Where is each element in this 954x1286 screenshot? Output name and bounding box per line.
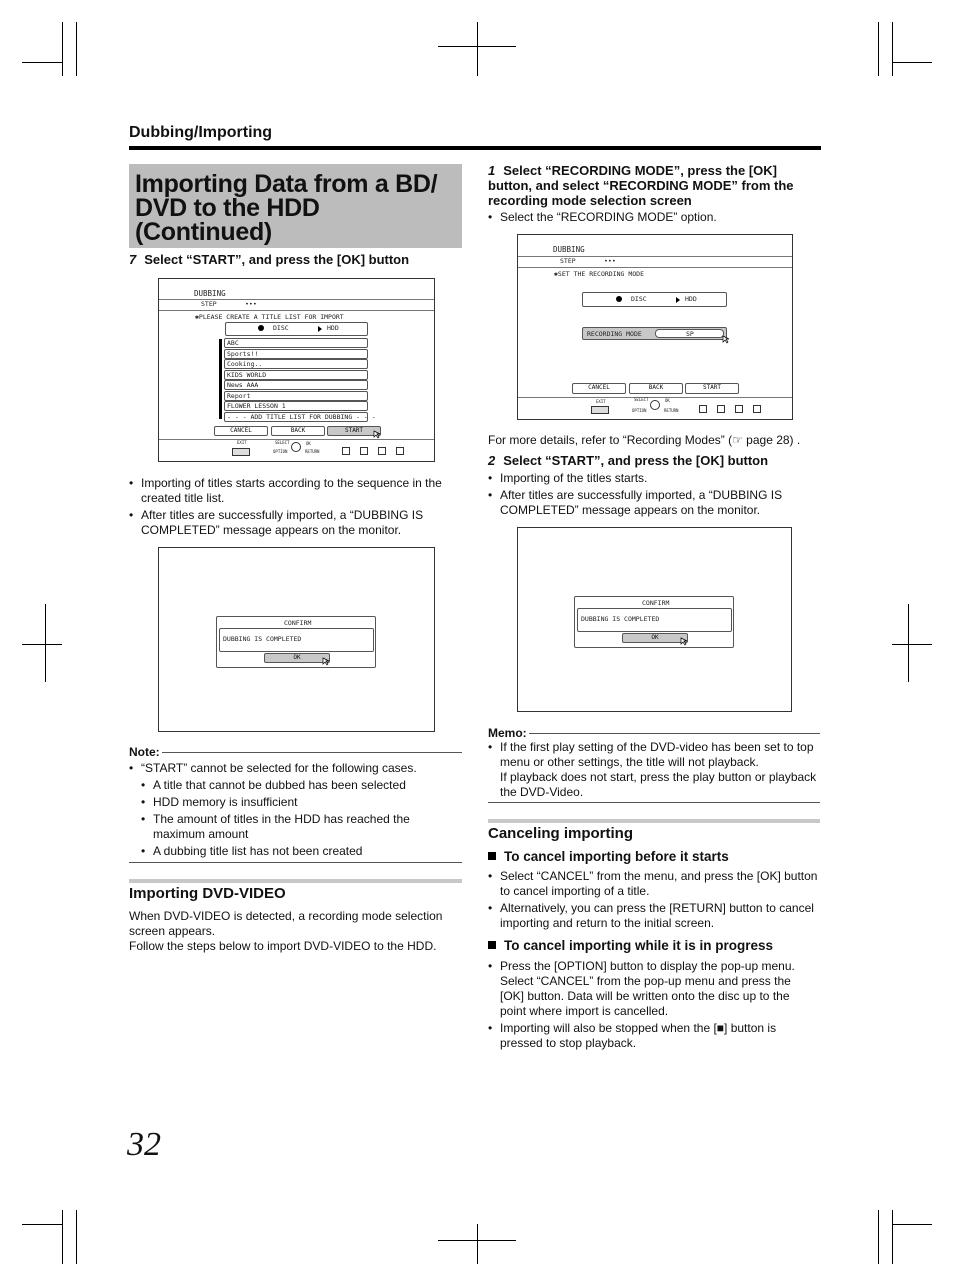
instruction-text: ✱SET THE RECORDING MODE [554,270,645,278]
cancel-button[interactable]: CANCEL [572,383,626,394]
confirm-dialog [574,596,734,648]
dpad-icon [650,400,660,410]
memo-bottom-rule [488,802,820,803]
screen-title: DUBBING [553,245,585,254]
note-bottom-rule [129,862,462,863]
footer-option: OPTION [273,449,288,454]
disc-hdd-indicator [582,292,727,307]
square-bullet-icon [488,852,496,860]
color-key-icon [342,447,350,455]
arrow-right-icon [318,326,322,332]
cancel-before-bullets [488,869,820,933]
exit-key-icon [591,406,609,414]
cursor-icon [680,637,688,646]
color-key-icon [378,447,386,455]
message-text: DUBBING IS COMPLETED [223,635,302,643]
dubbing-complete-screen [517,527,792,712]
note-item: • HDD memory is insufficient [141,795,462,810]
footer-ok: OK [306,441,311,446]
step-number: 7 [129,252,137,267]
color-key-icon [396,447,404,455]
title-row[interactable] [224,349,368,359]
confirm-title: CONFIRM [284,619,312,627]
step-text: Select “START”, and press the [OK] button [144,252,410,267]
dvd-video-para [129,909,459,954]
dvd-video-text-1: When DVD-VIDEO is detected, a recording mode selection screen appears. [129,909,443,938]
start-button[interactable]: START [685,383,739,394]
memo-block [488,726,820,802]
footer-exit: EXIT [596,399,606,404]
disc-icon [258,325,264,331]
ok-button[interactable]: OK [264,653,330,663]
memo-item [488,740,820,800]
hdd-label: HDD [685,295,697,303]
step-label: STEP [201,300,217,308]
note-item: • The amount of titles in the HDD has reached the maximum amount [141,812,462,842]
step2-bullets [488,471,818,520]
memo-label: Memo: [488,726,527,740]
title-row-label: Cooking.. [227,360,263,368]
section-bar [488,819,820,823]
cancel-during-bullets [488,959,808,1053]
footer-option: OPTION [632,408,647,413]
title-row[interactable] [224,401,368,411]
list-item: • Select the “RECORDING MODE” option. [488,210,818,225]
footer-return: RETURN [305,449,320,454]
screen-title: DUBBING [194,289,226,298]
note-block [129,745,462,861]
page-title [129,164,462,248]
list-item: • After titles are successfully imported, a “DUBBING IS COMPLETED” message appears on the monitor. [129,508,459,538]
confirm-dialog [216,616,376,668]
step-dots: ••• [604,257,616,265]
section-bar [129,879,462,883]
section-title: Dubbing/Importing [129,124,273,141]
dubbing-complete-screen [158,547,435,732]
title-row[interactable] [224,391,368,401]
cursor-icon [722,335,730,344]
sub-heading-text: To cancel importing while it is in progress [504,938,774,953]
title-row[interactable] [224,380,368,390]
title-row[interactable] [224,338,368,348]
dvd-video-text-2: Follow the steps below to import DVD-VIDEO to the HDD. [129,939,437,953]
color-key-icon [753,405,761,413]
cancel-before-heading [488,849,729,864]
cancel-during-heading [488,938,773,953]
disc-hdd-indicator [225,322,368,336]
canceling-heading: Canceling importing [488,825,634,842]
title-row-label: Report [227,392,251,400]
dubbing-screen-title-list [158,278,435,462]
disc-label: DISC [273,324,289,332]
note-item: • A title that cannot be dubbed has been selected [141,778,462,793]
exit-key-icon [232,448,250,456]
title-row-label: KIDS WORLD [227,371,267,379]
color-key-icon [360,447,368,455]
page-title-line-1: Importing Data from a BD/ [135,170,438,198]
title-row-label: FLOWER LESSON 1 [227,402,286,410]
step1-bullets [488,210,818,227]
list-item: • Importing of the titles starts. [488,471,818,486]
step7-bullets [129,476,459,540]
list-item: • After titles are successfully imported, a “DUBBING IS COMPLETED” message appears on the monitor. [488,488,818,518]
dpad-icon [291,442,301,452]
dvd-video-heading: Importing DVD-VIDEO [129,885,286,902]
ok-button[interactable]: OK [622,633,688,643]
disc-label: DISC [631,295,647,303]
color-key-icon [699,405,707,413]
footer-exit: EXIT [237,440,247,445]
message-box [577,608,732,632]
confirm-title: CONFIRM [642,599,670,607]
step-number: 2 [488,453,496,468]
recording-mode-value-field[interactable] [655,329,724,338]
cursor-icon [322,657,330,666]
title-row[interactable] [224,370,368,380]
header-rule [129,146,821,150]
hdd-label: HDD [327,324,339,332]
footer-select: SELECT [275,440,290,445]
color-key-icon [735,405,743,413]
list-item: • Select “CANCEL” from the menu, and press the [OK] button to cancel importing of a title. [488,869,820,899]
footer-ok: OK [665,398,670,403]
memo-text-2: If playback does not start, press the play button or playback the DVD-Video. [500,770,817,799]
cancel-button[interactable]: CANCEL [214,426,268,436]
step-label: STEP [560,257,576,265]
cursor-icon [373,430,381,439]
add-title-row[interactable] [224,412,376,422]
step-text: Select “START”, and press the [OK] button [503,453,769,468]
title-row[interactable] [224,359,368,369]
instruction-text: ✱PLEASE CREATE A TITLE LIST FOR IMPORT [195,313,344,321]
title-row-label: ABC [227,339,239,347]
list-item: • Importing of titles starts according to the sequence in the created title list. [129,476,459,506]
note-item: • A dubbing title list has not been created [141,844,462,859]
list-scrollbar[interactable] [219,339,222,419]
note-main: • “START” cannot be selected for the following cases. [129,761,462,776]
details-reference: For more details, refer to “Recording Modes” (☞ page 28) . [488,433,801,447]
recording-mode-label: RECORDING MODE [587,330,642,338]
sub-heading-text: To cancel importing before it starts [504,849,729,864]
square-bullet-icon [488,941,496,949]
step-number: 1 [488,163,496,178]
color-key-icon [717,405,725,413]
title-row-label: News AAA [227,381,259,389]
arrow-right-icon [676,297,680,303]
list-item: • Importing will also be stopped when the [■] button is pressed to stop playback. [488,1021,808,1051]
step-1 [488,163,818,208]
start-button[interactable]: START [327,426,381,436]
recording-mode-row[interactable] [582,327,727,340]
footer-return: RETURN [664,408,679,413]
page-title-line-3: (Continued) [135,218,272,246]
step-text: Select “RECORDING MODE”, press the [OK] button, and select “RECORDING MODE” from the recording mode selection screen [488,163,794,208]
back-button[interactable]: BACK [629,383,683,394]
list-item: • Press the [OPTION] button to display the pop-up menu. Select “CANCEL” from the pop-up menu and press the [OK] button. Data will be written onto the disc up to the point where import is cancelled. [488,959,808,1019]
note-label: Note: [129,745,160,759]
list-item: • Alternatively, you can press the [RETURN] button to cancel importing and return to the initial screen. [488,901,820,931]
memo-text-1: If the first play setting of the DVD-video has been set to top menu or other settings, the title will not playback. [500,740,814,769]
add-title-label: - - - ADD TITLE LIST FOR DUBBING - - - [227,413,376,421]
message-text: DUBBING IS COMPLETED [581,615,660,623]
recording-mode-value: SP [686,330,694,338]
title-row-label: Sports!! [227,350,259,358]
page-number: 32 [127,1126,161,1163]
step-2 [488,453,818,468]
message-box [219,628,374,652]
footer-select: SELECT [634,397,649,402]
dubbing-screen-recording-mode [517,234,793,420]
step-7 [129,252,464,267]
step-dots: ••• [245,300,257,308]
page-title-line-2: DVD to the HDD [135,194,320,222]
disc-icon [616,296,622,302]
back-button[interactable]: BACK [271,426,325,436]
